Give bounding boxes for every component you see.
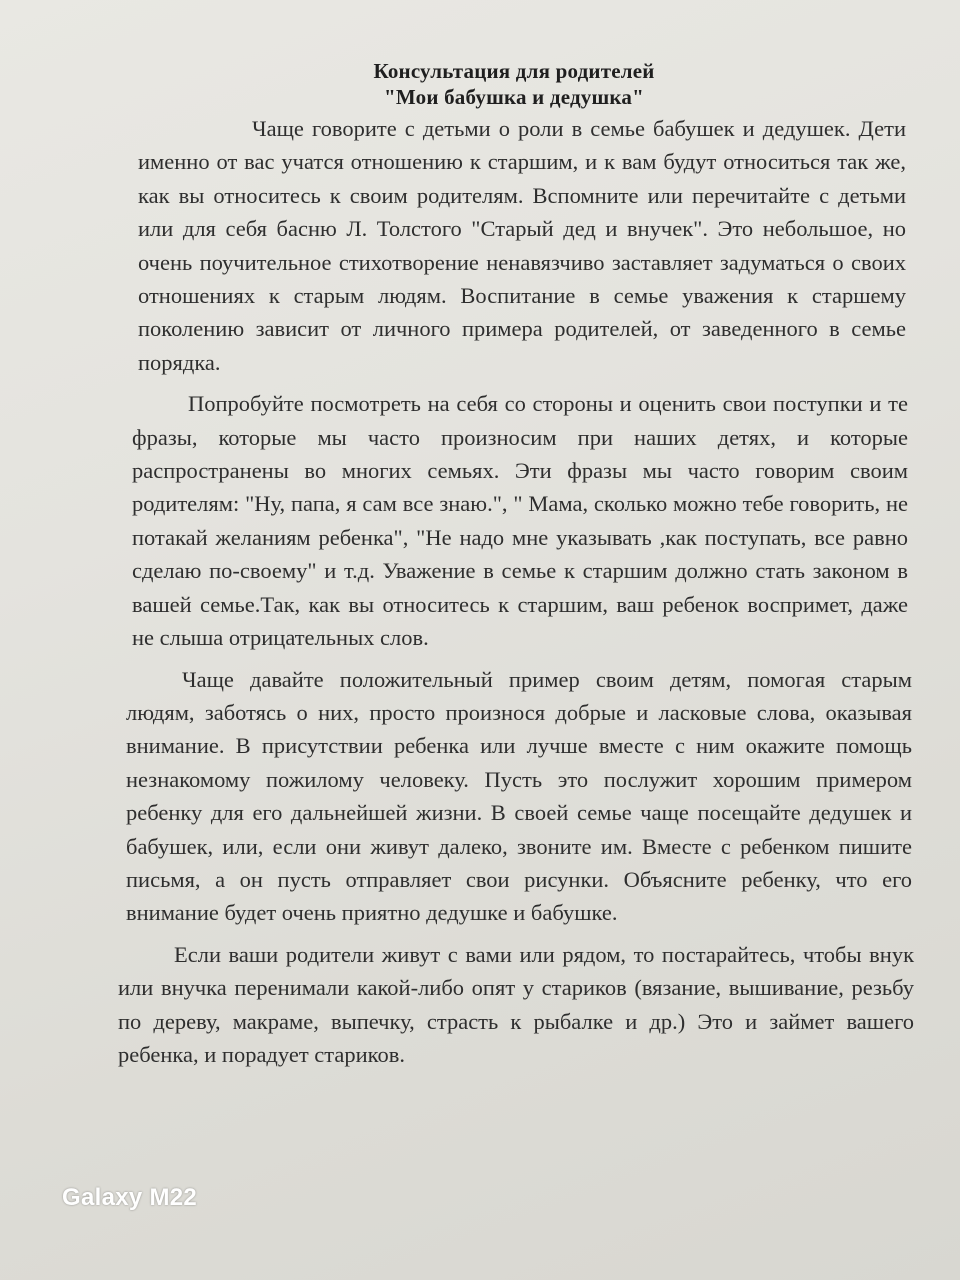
paragraph-1: Чаще говорите с детьми о роли в семье бабушек и дедушек. Дети именно от вас учатся отношению к старшим, и к вам будут относиться так же, как вы относитесь к своим родителям. Вспомните или перечитайте с детьми или для себя басню Л. Толстого "Старый дед и внучек". Это небольшое, но очень поучительное стихотворение ненавязчиво заставляет задуматься о своих отношениях к старым людям. Воспитание в семье уважения к старшему поколению зависит от личного примера родителей, от заведенного в семье порядка. [138, 116, 906, 375]
document-title-line-2: "Мои бабушка и дедушка" [384, 85, 644, 109]
paragraph-3: Чаще давайте положительный пример своим детям, помогая старым людям, заботясь о них, просто произнося добрые и ласковые слова, оказывая внимание. В присутствии ребенка или лучше вместе с ним окажите помощь незнакомому пожилому человеку. Пусть это послужит хорошим примером ребенку для его дальнейшей жизни. В своей семье чаще посещайте дедушек и бабушек, или, если они живут далеко, звоните им. Вместе с ребенком пишите письмя, а он пусть отправляет свои рисунки. Объясните ребенку, что его внимание будет очень приятно дедушке и бабушке. [126, 666, 912, 926]
paragraph-2: Попробуйте посмотреть на себя со стороны и оценить свои поступки и те фразы, которые мы часто произносим при наших детях, и которые распространены во многих семьях. Эти фразы мы часто говорим своим родителям: "Ну, папа, я сам все знаю.", " Мама, сколько можно тебе говорить, не потакай желаниям ребенка", "Не надо мне указывать ,как поступать, все равно сделаю по-своему" и т.д. Уважение в семье к старшим должно стать законом в вашей семье.Так, как вы относитесь к старшим, ваш ребенок воспримет, даже не слыша отрицательных слов. [132, 391, 908, 651]
camera-watermark: Galaxy M22 [62, 1184, 198, 1211]
document-title-line-1: Консультация для родителей [373, 59, 655, 83]
document-page [112, 58, 916, 1158]
paragraph-4: Если ваши родители живут с вами или рядом, то постарайтесь, чтобы внук или внучка перенимали какой-либо опят у стариков (вязание, вышивание, резьбу по дереву, макраме, выпечку, страсть к рыбалке и др.) Это и займет вашего ребенка, и порадует стариков. [118, 941, 914, 1067]
